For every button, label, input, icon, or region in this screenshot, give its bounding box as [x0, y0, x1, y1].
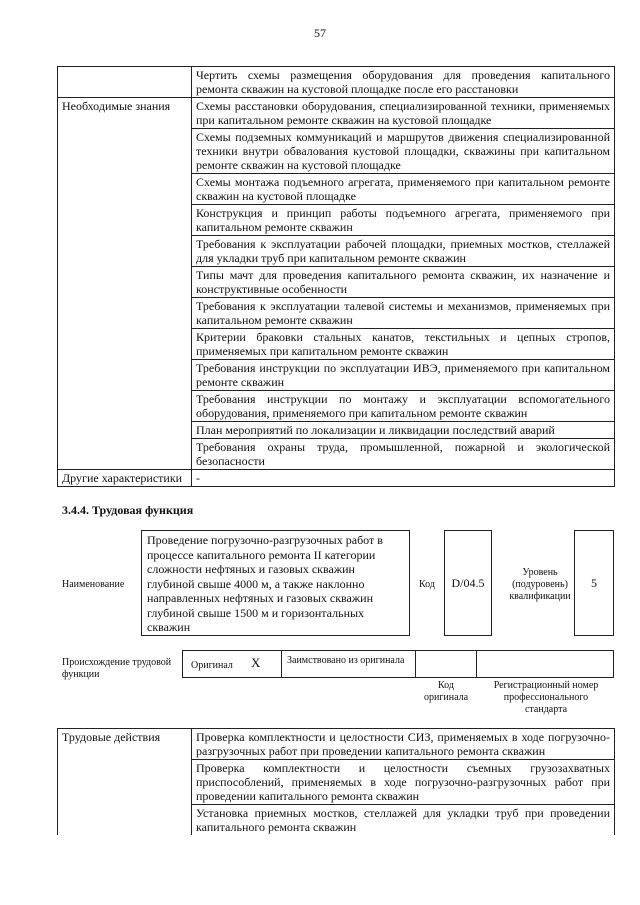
name-label: Наименование	[62, 579, 125, 590]
action-item: Проверка комплектности и целостности съемных грузозахватных приспособлений, применяемых в ходе погрузочно-разгрузочных работ при проведении капитального ремонта скважин	[192, 760, 615, 805]
knowledge-item: Схемы подземных коммуникаций и маршрутов движения специализированной техники внутри обвалования кустовой площадки, скважины при капитальном ремонте скважин на кустовой площадке	[192, 129, 615, 174]
reg-number-box	[476, 650, 614, 678]
original-mark: X	[251, 655, 261, 670]
section-title: 3.4.4. Трудовая функция	[62, 503, 194, 517]
table-cell-empty	[58, 67, 192, 98]
knowledge-item: Схемы монтажа подъемного агрегата, применяемого при капитальном ремонте скважин на кустовой площадке	[192, 174, 615, 205]
origin-label: Происхождение трудовой функции	[62, 657, 172, 680]
knowledge-item: Требования к эксплуатации рабочей площадки, приемных мостков, стеллажей для укладки труб при капитальном ремонте скважин	[192, 236, 615, 267]
knowledge-item: План мероприятий по локализации и ликвидации последствий аварий	[192, 422, 615, 439]
table-row	[58, 729, 615, 760]
action-item: Проверка комплектности и целостности СИЗ, применяемых в ходе погрузочно-разгрузочных работ при проведении капитального ремонта скважин	[192, 729, 615, 760]
table-row	[58, 67, 615, 98]
level-value-box	[574, 530, 614, 636]
reg-number-label: Регистрационный номер профессионального стандарта	[493, 680, 599, 715]
level-value: 5	[591, 576, 597, 590]
knowledge-item: Конструкция и принцип работы подъемного агрегата, применяемого при капитальном ремонте скважин	[192, 205, 615, 236]
borrowed-box	[281, 650, 416, 678]
knowledge-item: Требования инструкции по монтажу и эксплуатации вспомогательного оборудования, применяемого при капитальном ремонте скважин	[192, 391, 615, 422]
page-number: 57	[314, 26, 326, 40]
actions-table	[57, 728, 615, 835]
knowledge-label: Необходимые знания	[58, 98, 192, 470]
knowledge-item: Требования инструкции по эксплуатации ИВЭ, применяемого при капитальном ремонте скважин	[192, 360, 615, 391]
table-row	[58, 98, 615, 129]
knowledge-item: Критерии браковки стальных канатов, текстильных и цепных стропов, применяемых при капитальном ремонте скважин	[192, 329, 615, 360]
knowledge-table	[57, 66, 615, 487]
original-label: Оригинал	[191, 660, 233, 671]
code-original-label: Код оригинала	[423, 680, 469, 703]
function-name-box: Проведение погрузочно-разгрузочных работ в процессе капитального ремонта II категории сложности нефтяных и газовых скважин глубиной свыше 4000 м, а также наклонно направленных нефтяных и газовых скважин глубиной свыше 1500 м и горизонтальных скважин	[141, 530, 410, 636]
other-characteristics-value: -	[192, 470, 615, 487]
skill-continuation-cell: Чертить схемы размещения оборудования для проведения капитального ремонта скважин на кустовой площадке после его расстановки	[192, 67, 615, 98]
code-label: Код	[419, 579, 435, 590]
code-original-box	[415, 650, 477, 678]
other-characteristics-label: Другие характеристики	[58, 470, 192, 487]
action-item: Установка приемных мостков, стеллажей для укладки труб при проведении капитального ремонта скважин	[192, 805, 615, 836]
borrowed-label: Заимствовано из оригинала	[287, 655, 405, 666]
knowledge-item: Требования к эксплуатации талевой системы и механизмов, применяемых при капитальном ремонте скважин	[192, 298, 615, 329]
actions-label: Трудовые действия	[58, 729, 192, 836]
level-label: Уровень (подуровень) квалификации	[509, 567, 571, 602]
knowledge-item: Требования охраны труда, промышленной, пожарной и экологической безопасности	[192, 439, 615, 470]
code-value: D/04.5	[451, 576, 485, 590]
code-value-box	[444, 530, 492, 636]
original-box	[182, 650, 282, 678]
table-row	[58, 470, 615, 487]
knowledge-item: Типы мачт для проведения капитального ремонта скважин, их назначение и конструктивные особенности	[192, 267, 615, 298]
knowledge-item: Схемы расстановки оборудования, специализированной техники, применяемых при капитальном ремонте скважин на кустовой площадке	[192, 98, 615, 129]
